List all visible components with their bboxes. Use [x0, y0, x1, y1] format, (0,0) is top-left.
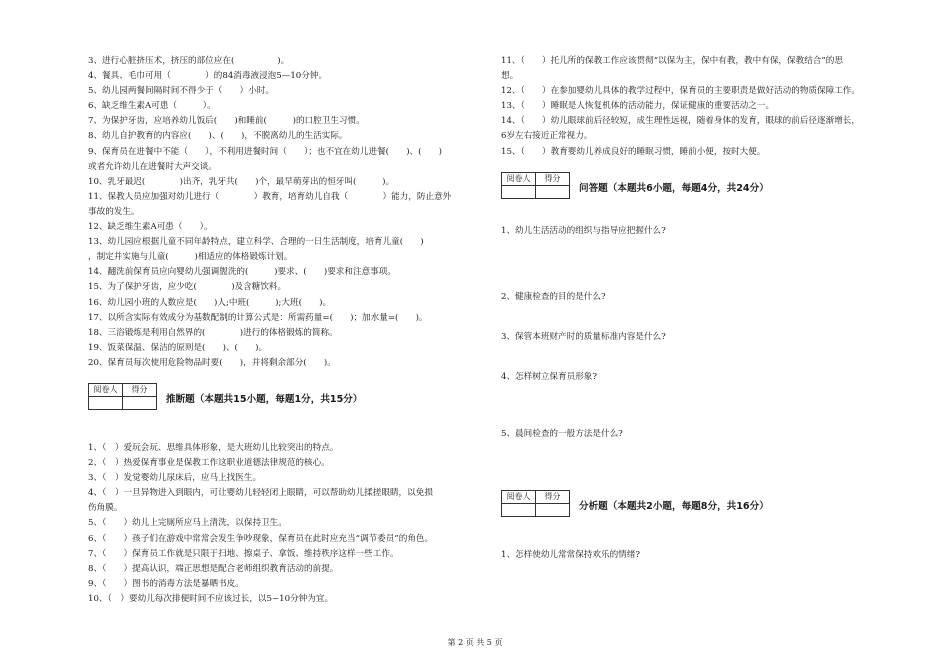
qa-question: 3、保管本班财产时的质量标准内容是什么? — [501, 331, 666, 342]
grader-cell[interactable] — [502, 185, 536, 198]
qa-question: 2、健康检查的目的是什么? — [501, 291, 606, 302]
judge-item: 3、（ ）发觉婴幼儿尿床后，应马上找医生。 — [88, 473, 262, 484]
fill-item: 18、三浴锻炼是利用自然界的( )进行的体格锻炼的简称。 — [88, 327, 338, 338]
score-header: 得分 — [536, 490, 570, 503]
left-column — [88, 54, 480, 607]
judge-item: 12、（ ）在参加婴幼儿具体的教学过程中，保育员的主要职责是做好活动的物质保障工作。 — [501, 86, 860, 97]
score-header: 得分 — [536, 172, 570, 185]
right-column — [501, 54, 901, 563]
fill-item: 7、为保护牙齿，应培养幼儿饭后( )和睡前( )的口腔卫生习惯。 — [88, 116, 365, 127]
judge-item: 2、（ ）热爱保育事业是保教工作这职业道德法律规范的核心。 — [88, 458, 330, 469]
judge-item: 11、（ ）托儿所的保教工作应该贯彻“以保为主，保中有教，教中有保，保教结合”的思 — [501, 56, 843, 66]
judge-item: 8、（ ）提高认识，端正思想是配合老师组织教育活动的前提。 — [88, 563, 339, 574]
fill-item: 3、进行心脏挤压术，挤压的部位应在( )。 — [88, 56, 290, 66]
section-title: 分析题（本题共2小题，每题8分，共16分） — [579, 500, 769, 512]
judge-item: 15、（ ）教育婴幼儿养成良好的睡眠习惯，睡前小便，按时大便。 — [501, 146, 766, 157]
judge-list — [88, 441, 480, 607]
grader-header: 阅卷人 — [89, 383, 123, 396]
fill-item: 10、乳牙最迟( )出齐，乳牙共( )个，最早萌芽出的恒牙叫( )。 — [88, 176, 395, 187]
score-table — [501, 172, 570, 199]
grader-cell[interactable] — [89, 396, 123, 409]
qa-section-header — [501, 172, 901, 206]
judge-item: 伤角膜。 — [88, 503, 123, 514]
judge-item: 1、（ ）爱玩会玩、思维具体形象，是大班幼儿比较突出的特点。 — [88, 442, 339, 453]
grader-header: 阅卷人 — [502, 490, 536, 503]
fill-item: 9、保育员在进餐中不能（ ），不利用进餐时间（ ）；也不宜在幼儿进餐( )、( ) — [88, 146, 443, 157]
fill-item: 13、幼儿园应根据儿童不同年龄特点，建立科学、合理的一日生活制度，培育儿童( ) — [88, 237, 424, 248]
analysis-question: 1、怎样使幼儿常常保持欢乐的情绪? — [501, 549, 640, 560]
fill-item: 11、保教人员应加强对幼儿进行（ ）教育，培育幼儿自我（ ）能力，防止意外 — [88, 191, 452, 202]
fill-blank-list — [88, 54, 480, 371]
judge-item: 6、（ ）孩子们在游戏中常常会发生争吵现象，保育员在此时应充当“调节委员”的角色。 — [88, 533, 434, 544]
score-cell[interactable] — [123, 396, 157, 409]
judge-item: 14、（ ）幼儿眼球前后径较短，成生理性远视，随着身体的发育，眼球的前后径逐渐增长， — [501, 116, 860, 127]
fill-item: 19、饭菜保温、保洁的原则是( )、( )。 — [88, 342, 268, 353]
fill-item: 8、幼儿自护教育的内容应( )、( )，不脱离幼儿的生活实际。 — [88, 131, 348, 142]
judge-item: 6岁左右接近正常视力。 — [501, 131, 593, 142]
judge-item: 4、（ ）一旦异物进入到眼内，可让婴幼儿轻轻闭上眼睛，可以帮助幼儿揉搓眼睛，以免损 — [88, 488, 433, 499]
fill-item: 6、缺乏维生素A可患（ ）。 — [88, 101, 216, 112]
grader-cell[interactable] — [502, 503, 536, 516]
score-table — [501, 490, 570, 517]
fill-item: 20、保育员每次使用危险物品时要( )，并将剩余部分( )。 — [88, 357, 336, 368]
judge-item: 想。 — [501, 71, 519, 82]
fill-item: 12、缺乏维生素A可患（ ）。 — [88, 222, 213, 233]
judge-item: 9、（ ）图书的消毒方法是暴晒书皮。 — [88, 578, 244, 589]
fill-item: 16、幼儿园小班的人数应是( )人;中班( );大班( )。 — [88, 297, 332, 308]
analysis-section-header — [501, 490, 901, 524]
fill-item: 14、翻洗前保育员应向婴幼儿强调盥洗的( )要求、( )要求和注意事项。 — [88, 267, 396, 278]
judge-list-continued — [501, 54, 901, 160]
judge-section-header — [88, 383, 480, 417]
grader-header: 阅卷人 — [502, 172, 536, 185]
qa-question: 4、怎样树立保育员形象? — [501, 371, 598, 382]
qa-questions — [501, 224, 901, 442]
score-table — [88, 383, 157, 410]
section-title: 问答题（本题共6小题，每题4分，共24分） — [579, 182, 769, 194]
page-number: 第 2 页 共 5 页 — [447, 638, 503, 647]
score-cell[interactable] — [536, 185, 570, 198]
fill-item: 17、以所含实际有效成分为基数配制的计算公式是：所需药量=( )；加水量=( )。 — [88, 312, 428, 323]
score-header: 得分 — [123, 383, 157, 396]
fill-item: ，制定并实施与儿童( )相适应的体格锻炼计划。 — [88, 252, 293, 263]
qa-question: 1、幼儿生活活动的组织与指导应把握什么? — [501, 225, 666, 236]
judge-item: 13、（ ）睡眠是人恢复机体的活动能力，保证健康的重要活动之一。 — [501, 101, 775, 112]
fill-item: 事故的发生。 — [88, 206, 140, 217]
section-title: 推断题（本题共15小题，每题1分，共15分） — [166, 393, 363, 405]
score-cell[interactable] — [536, 503, 570, 516]
fill-item: 15、为了保护牙齿，应少吃( )及含糖饮料。 — [88, 282, 287, 293]
fill-item: 4、餐具、毛巾可用（ ）的84消毒液浸泡5—10分钟。 — [88, 71, 328, 82]
judge-item: 5、（ ）幼儿上完厕所应马上清洗，以保持卫生。 — [88, 518, 287, 529]
judge-item: 10、（ ）要幼儿每次排便时间不应该过长，以5~10分钟为宜。 — [88, 593, 334, 604]
judge-item: 7、（ ）保育员工作就是只限于扫地、擦桌子、拿饭、维持秩序这样一些工作。 — [88, 548, 399, 559]
qa-question: 5、晨间检查的一般方法是什么? — [501, 428, 623, 439]
fill-item: 或者允许幼儿在进餐时大声交谈。 — [88, 161, 217, 172]
fill-item: 5、幼儿园两餐间隔时间不得少于（ ）小时。 — [88, 86, 274, 97]
